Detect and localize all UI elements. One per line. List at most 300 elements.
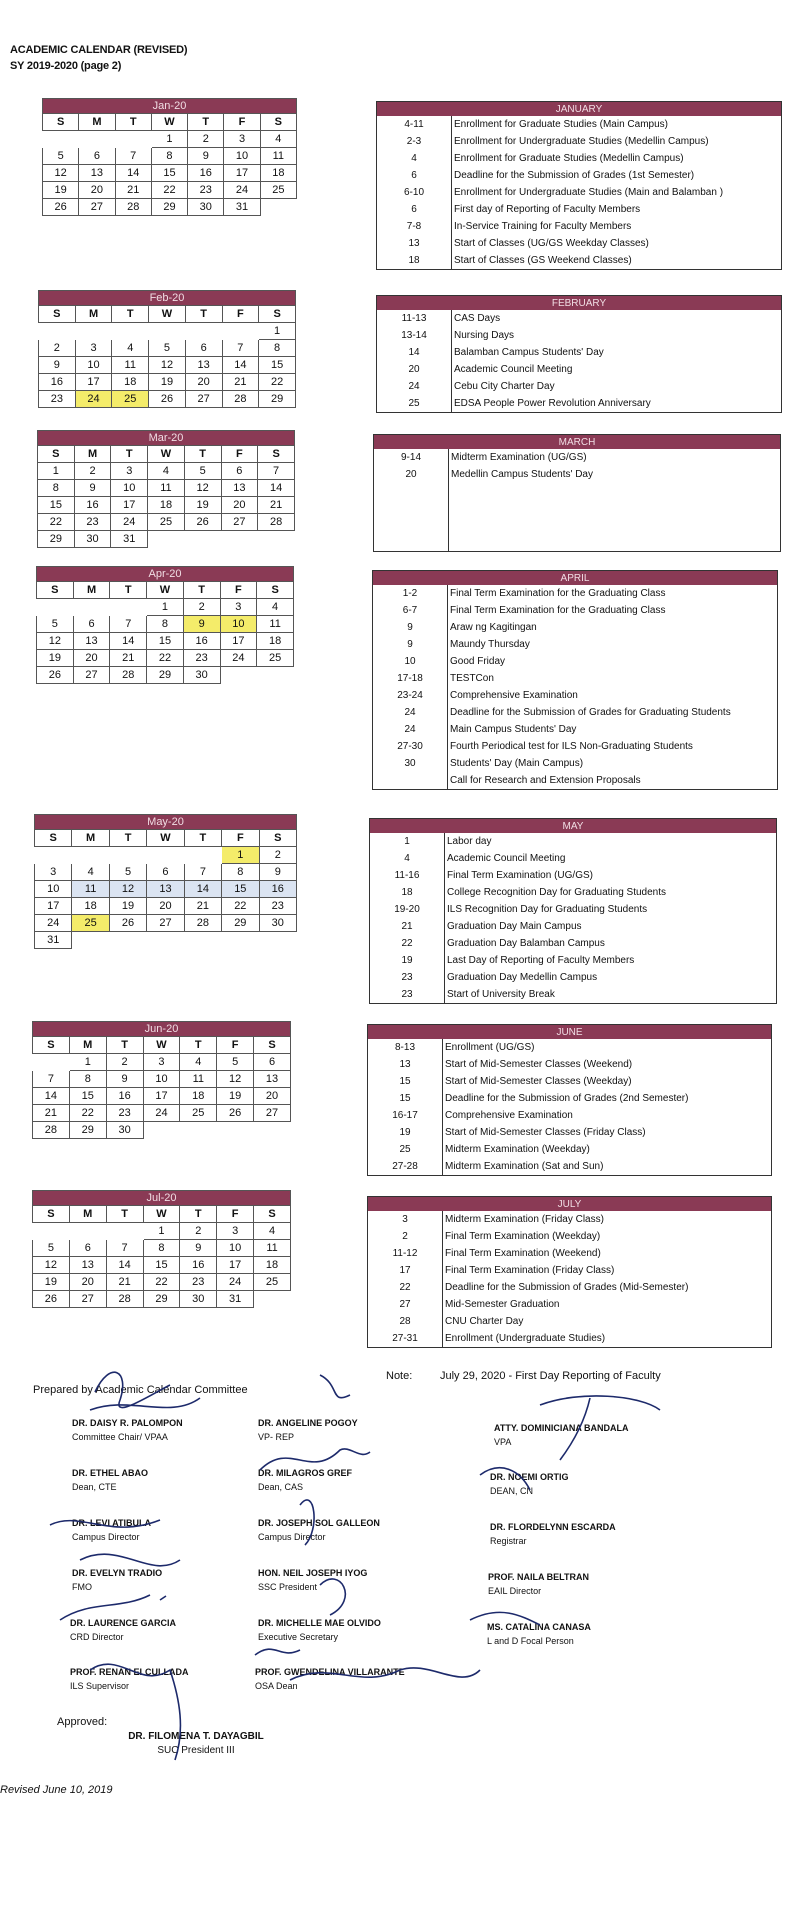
calendar-day: 8	[69, 1071, 106, 1088]
event-row	[377, 361, 782, 378]
calendar-day: 6	[185, 340, 222, 357]
calendar-3	[36, 566, 294, 684]
signatory-role: Executive Secretary	[258, 1632, 339, 1642]
calendar-month-title: Apr-20	[37, 567, 294, 582]
event-list-title: MARCH	[374, 435, 781, 450]
event-description: Enrollment (Undergraduate Studies)	[445, 1333, 606, 1344]
calendar-day: 24	[75, 391, 112, 408]
calendar-day: 17	[224, 165, 260, 182]
calendar-day: 29	[38, 531, 75, 548]
calendar-day: 20	[69, 1274, 106, 1291]
calendar-day: 3	[111, 463, 148, 480]
calendar-day	[257, 667, 294, 684]
event-description: Midterm Examination (Sat and Sun)	[445, 1161, 604, 1172]
event-date	[373, 772, 448, 790]
weekday-header: S	[259, 306, 296, 323]
event-date: 17	[368, 1262, 443, 1279]
calendar-day: 16	[183, 633, 220, 650]
calendar-day: 17	[143, 1088, 180, 1105]
event-description: Students' Day (Main Campus)	[450, 758, 584, 769]
calendar-day: 5	[43, 148, 79, 165]
calendar-day: 19	[184, 497, 221, 514]
calendar-day: 22	[222, 898, 259, 915]
calendar-day: 28	[106, 1291, 143, 1308]
calendar-day: 24	[35, 915, 72, 932]
event-date: 21	[370, 918, 445, 935]
calendar-day	[254, 1122, 291, 1139]
event-row	[368, 1158, 772, 1176]
calendar-day: 18	[254, 1257, 291, 1274]
calendar-day: 17	[75, 374, 112, 391]
calendar-day	[259, 932, 296, 949]
event-row	[368, 1211, 772, 1228]
calendar-day: 5	[217, 1054, 254, 1071]
calendar-day: 16	[106, 1088, 143, 1105]
weekday-header: T	[185, 306, 222, 323]
signatory-name: DR. FLORDELYNN ESCARDA	[490, 1522, 616, 1532]
calendar-day: 2	[183, 599, 220, 616]
calendar-day: 28	[115, 199, 151, 216]
event-date: 1	[370, 833, 445, 850]
event-date: 27-28	[368, 1158, 443, 1176]
event-row	[368, 1056, 772, 1073]
signatory-name: PROF. RENAN ELCULLADA	[70, 1667, 189, 1677]
event-row	[368, 1107, 772, 1124]
signatory-name: DR. EVELYN TRADIO	[72, 1568, 163, 1578]
calendar-day: 6	[79, 148, 115, 165]
signatory-name: DR. LAURENCE GARCIA	[70, 1618, 177, 1628]
weekday-header: F	[217, 1206, 254, 1223]
event-date: 4	[370, 850, 445, 867]
event-list-may	[369, 818, 777, 1004]
calendar-day: 21	[258, 497, 295, 514]
calendar-day: 30	[74, 531, 111, 548]
weekday-header: S	[260, 114, 296, 131]
calendar-day: 25	[72, 915, 109, 932]
calendar-day: 15	[259, 357, 296, 374]
weekday-header: T	[184, 446, 221, 463]
calendar-day: 11	[112, 357, 149, 374]
event-description: Final Term Examination for the Graduating Class	[450, 605, 666, 616]
calendar-0	[42, 98, 297, 216]
weekday-header: M	[69, 1037, 106, 1054]
calendar-day	[148, 531, 185, 548]
calendar-day: 22	[151, 182, 187, 199]
approver-role: SUC President III	[157, 1745, 235, 1756]
calendar-day: 13	[221, 480, 258, 497]
event-row	[373, 670, 778, 687]
event-row	[377, 201, 782, 218]
calendar-day: 11	[72, 881, 109, 898]
event-description: EDSA People Power Revolution Anniversary	[454, 398, 651, 409]
event-description: Deadline for the Submission of Grades (1st Semester)	[454, 170, 695, 181]
event-row	[368, 1279, 772, 1296]
weekday-header: F	[217, 1037, 254, 1054]
calendar-day: 30	[259, 915, 296, 932]
calendar-day: 4	[260, 131, 296, 148]
weekday-header: S	[257, 582, 294, 599]
event-description: Start of Classes (UG/GS Weekday Classes)	[454, 238, 649, 249]
event-description: TESTCon	[450, 673, 494, 684]
calendar-day: 30	[180, 1291, 217, 1308]
event-row	[368, 1124, 772, 1141]
calendar-4	[34, 814, 297, 949]
event-row	[368, 1296, 772, 1313]
calendar-day	[73, 599, 110, 616]
calendar-day: 11	[148, 480, 185, 497]
calendar-day: 14	[258, 480, 295, 497]
weekday-header: M	[74, 446, 111, 463]
event-date: 24	[377, 378, 452, 395]
calendar-day: 8	[151, 148, 187, 165]
calendar-day: 13	[254, 1071, 291, 1088]
event-description: Enrollment (UG/GS)	[445, 1042, 535, 1053]
calendar-day: 6	[73, 616, 110, 633]
calendar-day: 9	[259, 864, 296, 881]
event-date: 27-30	[373, 738, 448, 755]
event-date: 2	[368, 1228, 443, 1245]
event-row	[373, 721, 778, 738]
event-row	[370, 986, 777, 1004]
calendar-day: 4	[112, 340, 149, 357]
event-description: Start of Classes (GS Weekend Classes)	[454, 255, 632, 266]
event-list-january	[376, 101, 782, 270]
calendar-day: 14	[115, 165, 151, 182]
calendar-day	[143, 1122, 180, 1139]
calendar-day	[254, 1291, 291, 1308]
calendar-day: 15	[38, 497, 75, 514]
calendar-day: 14	[184, 881, 221, 898]
calendar-day: 10	[224, 148, 260, 165]
event-row	[370, 918, 777, 935]
calendar-day: 2	[180, 1223, 217, 1240]
event-row	[377, 167, 782, 184]
event-description: Comprehensive Examination	[450, 690, 578, 701]
weekday-header: S	[259, 830, 296, 847]
calendar-day: 16	[74, 497, 111, 514]
event-date: 16-17	[368, 1107, 443, 1124]
signatory	[490, 1520, 616, 1548]
calendar-day: 13	[73, 633, 110, 650]
signatory-role: VPA	[494, 1437, 512, 1447]
calendar-day	[185, 323, 222, 340]
calendar-day	[115, 131, 151, 148]
calendar-day: 1	[222, 847, 259, 864]
calendar-day: 10	[143, 1071, 180, 1088]
calendar-day: 28	[110, 667, 147, 684]
calendar-day	[184, 932, 221, 949]
calendar-day: 13	[147, 881, 184, 898]
calendar-day: 24	[220, 650, 257, 667]
event-date: 1-2	[373, 585, 448, 602]
event-date: 9	[373, 636, 448, 653]
event-row	[377, 184, 782, 201]
calendar-day: 27	[221, 514, 258, 531]
calendar-day: 26	[184, 514, 221, 531]
calendar-day: 12	[109, 881, 146, 898]
header-subtitle: SY 2019-2020 (page 2)	[10, 60, 122, 72]
calendar-day: 26	[149, 391, 186, 408]
event-list-march	[373, 434, 781, 552]
event-date: 2-3	[377, 133, 452, 150]
event-row	[370, 901, 777, 918]
event-date: 11-12	[368, 1245, 443, 1262]
weekday-header: T	[106, 1037, 143, 1054]
event-row	[377, 378, 782, 395]
weekday-header: F	[222, 830, 259, 847]
calendar-day	[106, 1223, 143, 1240]
event-row	[368, 1090, 772, 1107]
prepared-by: Prepared by Academic Calendar Committee	[33, 1384, 248, 1396]
calendar-day: 25	[180, 1105, 217, 1122]
calendar-day: 10	[35, 881, 72, 898]
event-description: Start of Mid-Semester Classes (Weekend)	[445, 1059, 633, 1070]
signatory-role: DEAN, CN	[490, 1486, 534, 1496]
signatory	[494, 1421, 629, 1449]
event-row	[377, 252, 782, 270]
calendar-day: 31	[217, 1291, 254, 1308]
event-description: Final Term Examination (Weekend)	[445, 1248, 601, 1259]
signatory-role: Campus Director	[72, 1532, 140, 1542]
calendar-day: 28	[258, 514, 295, 531]
event-date: 4	[377, 150, 452, 167]
revised-date: Revised June 10, 2019	[0, 1784, 113, 1796]
weekday-header: S	[43, 114, 79, 131]
signatory	[258, 1516, 380, 1544]
calendar-day: 8	[222, 864, 259, 881]
event-description: Deadline for the Submission of Grades for Graduating Students	[450, 707, 731, 718]
calendar-day: 8	[143, 1240, 180, 1257]
event-row	[374, 449, 781, 466]
calendar-day: 27	[147, 915, 184, 932]
calendar-day: 29	[151, 199, 187, 216]
signatory-name: DR. MILAGROS GREF	[258, 1468, 352, 1478]
event-date: 10	[373, 653, 448, 670]
calendar-day: 7	[110, 616, 147, 633]
signatory	[72, 1566, 162, 1594]
signatory-role: Dean, CAS	[258, 1482, 304, 1492]
calendar-day: 9	[106, 1071, 143, 1088]
event-date: 3	[368, 1211, 443, 1228]
signatory-name: PROF. GWENDELINA VILLARANTE	[255, 1667, 405, 1677]
calendar-day: 15	[69, 1088, 106, 1105]
calendar-day: 8	[38, 480, 75, 497]
calendar-day	[109, 932, 146, 949]
event-description: Graduation Day Main Campus	[447, 921, 582, 932]
calendar-day: 21	[106, 1274, 143, 1291]
calendar-day: 12	[37, 633, 74, 650]
calendar-day: 1	[147, 599, 184, 616]
weekday-header: T	[111, 446, 148, 463]
calendar-day: 10	[220, 616, 257, 633]
calendar-5	[32, 1021, 291, 1139]
calendar-day: 29	[222, 915, 259, 932]
event-date: 7-8	[377, 218, 452, 235]
calendar-day: 3	[220, 599, 257, 616]
event-row	[377, 235, 782, 252]
calendar-day: 26	[217, 1105, 254, 1122]
event-description: Call for Research and Extension Proposals	[450, 775, 641, 786]
calendar-day: 30	[188, 199, 224, 216]
calendar-day: 17	[217, 1257, 254, 1274]
calendar-day: 6	[69, 1240, 106, 1257]
weekday-header: F	[224, 114, 260, 131]
calendar-day: 18	[72, 898, 109, 915]
calendar-day: 8	[147, 616, 184, 633]
event-description: Start of University Break	[447, 989, 555, 1000]
event-date: 27	[368, 1296, 443, 1313]
signatory-name: DR. DAISY R. PALOMPON	[72, 1418, 183, 1428]
weekday-header: S	[37, 582, 74, 599]
calendar-day	[112, 323, 149, 340]
signatory	[258, 1566, 367, 1594]
event-description: CNU Charter Day	[445, 1316, 524, 1327]
calendar-2	[37, 430, 295, 548]
calendar-day: 21	[33, 1105, 70, 1122]
calendar-day: 28	[222, 391, 259, 408]
signatory	[487, 1620, 591, 1648]
event-date: 30	[373, 755, 448, 772]
calendar-day	[69, 1223, 106, 1240]
event-date: 18	[377, 252, 452, 270]
event-description: Deadline for the Submission of Grades (2nd Semester)	[445, 1093, 689, 1104]
calendar-day: 22	[38, 514, 75, 531]
calendar-day: 1	[151, 131, 187, 148]
event-description: Start of Mid-Semester Classes (Weekday)	[445, 1076, 632, 1087]
event-row	[374, 466, 781, 483]
calendar-day: 3	[217, 1223, 254, 1240]
calendar-day: 15	[147, 633, 184, 650]
calendar-day: 22	[69, 1105, 106, 1122]
signatory	[255, 1665, 405, 1693]
calendar-day: 25	[148, 514, 185, 531]
calendar-day: 25	[254, 1274, 291, 1291]
note-label: Note:	[386, 1370, 413, 1382]
event-date: 17-18	[373, 670, 448, 687]
calendar-day: 19	[109, 898, 146, 915]
calendar-day: 11	[180, 1071, 217, 1088]
weekday-header: S	[33, 1206, 70, 1223]
calendar-day: 13	[79, 165, 115, 182]
signatory-name: DR. MICHELLE MAE OLVIDO	[258, 1618, 381, 1628]
weekday-header: T	[184, 830, 221, 847]
approver	[106, 1730, 286, 1758]
event-description: Final Term Examination (Friday Class)	[445, 1265, 615, 1276]
event-date: 13	[368, 1056, 443, 1073]
weekday-header: F	[221, 446, 258, 463]
calendar-day: 27	[79, 199, 115, 216]
calendar-day: 1	[259, 323, 296, 340]
calendar-day: 14	[222, 357, 259, 374]
calendar-day	[110, 599, 147, 616]
event-row	[368, 1039, 772, 1056]
event-row	[373, 704, 778, 721]
calendar-day: 25	[112, 391, 149, 408]
weekday-header: S	[254, 1037, 291, 1054]
calendar-day	[37, 599, 74, 616]
calendar-day: 28	[33, 1122, 70, 1139]
calendar-day: 4	[257, 599, 294, 616]
calendar-day: 31	[35, 932, 72, 949]
calendar-month-title: Mar-20	[38, 431, 295, 446]
calendar-day: 23	[180, 1274, 217, 1291]
calendar-day: 9	[180, 1240, 217, 1257]
signatory-role: ILS Supervisor	[70, 1681, 130, 1691]
calendar-1	[38, 290, 296, 408]
signatory-role: Campus Director	[258, 1532, 326, 1542]
calendar-day: 16	[39, 374, 76, 391]
calendar-day	[43, 131, 79, 148]
event-description: Enrollment for Undergraduate Studies (Medellin Campus)	[454, 136, 709, 147]
calendar-day: 7	[115, 148, 151, 165]
event-date: 19-20	[370, 901, 445, 918]
event-list-title: JUNE	[368, 1025, 772, 1040]
event-list-april	[372, 570, 778, 790]
calendar-day: 4	[180, 1054, 217, 1071]
calendar-day: 17	[220, 633, 257, 650]
signatory-role: EAIL Director	[488, 1586, 542, 1596]
calendar-day: 14	[33, 1088, 70, 1105]
weekday-header: T	[180, 1206, 217, 1223]
calendar-day: 26	[33, 1291, 70, 1308]
event-list-title: MAY	[370, 819, 777, 834]
signatory-role: OSA Dean	[255, 1681, 298, 1691]
event-list-july	[367, 1196, 772, 1348]
event-date: 6-7	[373, 602, 448, 619]
calendar-day: 31	[111, 531, 148, 548]
calendar-day: 4	[254, 1223, 291, 1240]
event-description: Good Friday	[450, 656, 506, 667]
event-row	[368, 1141, 772, 1158]
calendar-day: 27	[254, 1105, 291, 1122]
signatory-role: FMO	[72, 1582, 92, 1592]
signatory-role: Registrar	[490, 1536, 527, 1546]
calendar-day: 22	[259, 374, 296, 391]
weekday-header: T	[183, 582, 220, 599]
weekday-header: W	[149, 306, 186, 323]
calendar-day: 17	[35, 898, 72, 915]
calendar-day: 26	[109, 915, 146, 932]
calendar-day	[72, 932, 109, 949]
calendar-day: 20	[221, 497, 258, 514]
calendar-day: 24	[111, 514, 148, 531]
calendar-day	[258, 531, 295, 548]
event-date: 20	[377, 361, 452, 378]
calendar-day: 18	[257, 633, 294, 650]
signatory-name: HON. NEIL JOSEPH IYOG	[258, 1568, 368, 1578]
event-description: Final Term Examination (UG/GS)	[447, 870, 593, 881]
calendar-day	[222, 323, 259, 340]
event-description: Comprehensive Examination	[445, 1110, 573, 1121]
calendar-day	[220, 667, 257, 684]
event-description: Final Term Examination for the Graduating Class	[450, 588, 666, 599]
calendar-day: 5	[33, 1240, 70, 1257]
calendar-day: 4	[148, 463, 185, 480]
approved-label: Approved:	[57, 1716, 108, 1728]
calendar-day: 4	[72, 864, 109, 881]
calendar-day: 9	[188, 148, 224, 165]
calendar-day: 16	[259, 881, 296, 898]
calendar-day: 10	[75, 357, 112, 374]
calendar-month-title: Feb-20	[39, 291, 296, 306]
event-row	[368, 1330, 772, 1348]
signatory-role: Committee Chair/ VPAA	[72, 1432, 168, 1442]
calendar-day	[260, 199, 296, 216]
weekday-header: W	[147, 582, 184, 599]
calendar-day: 2	[106, 1054, 143, 1071]
event-description: In-Service Training for Faculty Members	[454, 221, 632, 232]
calendar-day: 22	[143, 1274, 180, 1291]
